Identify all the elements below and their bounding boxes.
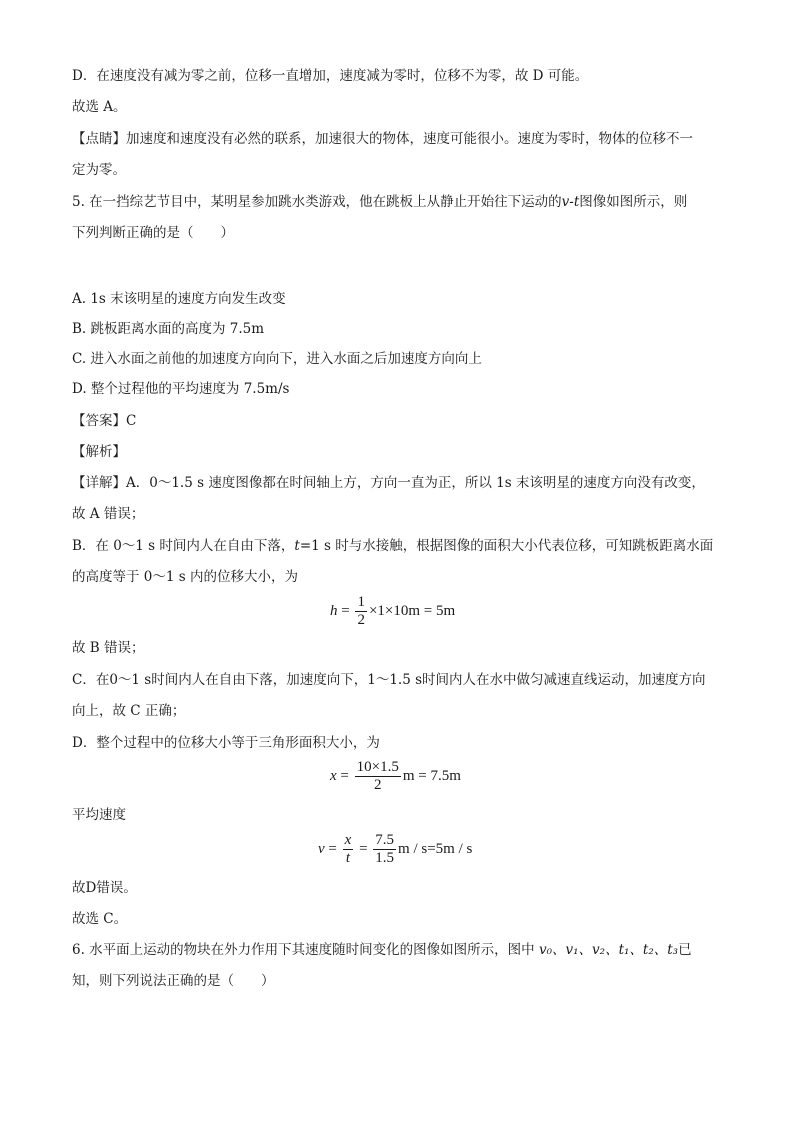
analysis-heading: 【解析】 [72,444,126,460]
option-c: C. 进入水面之前他的加速度方向向下，进入水面之后加速度方向向上 [72,351,482,367]
h-num: 1 [357,594,365,610]
formula-h [330,594,455,629]
detail-c-line1: C．在0～1 s时间内人在自由下落，加速度向下，1～1.5 s时间内人在水中做匀减速直线运动，加速度方向 [72,672,706,688]
x-den: 2 [355,776,401,794]
option-d: D. 整个过程他的平均速度为 7.5m/s [72,381,290,397]
question-6-stem [72,941,692,959]
h-lhs: h [330,602,338,619]
x-num: 10×1.5 [356,759,399,775]
v-num-1: x [344,832,352,848]
formula-x [330,759,461,794]
tip-line [72,130,693,148]
detail-d-line1: D．整个过程中的位移大小等于三角形面积大小，为 [72,735,380,751]
question-6-stem-cont: 知，则下列说法正确的是（ ） [72,973,275,989]
v-num-2: 7.5 [375,832,395,848]
v-fraction-1 [343,832,354,867]
option-a: A. 1s 末该明星的速度方向发生改变 [72,291,286,307]
question-5-stem [72,193,687,211]
q6-vars: v₀、v₁、v₂、t₁、t₂、t₃ [538,942,679,958]
v-fraction-2 [373,832,396,867]
final-choice: 故选 C。 [72,911,128,927]
answer-value: C [126,413,137,429]
answer-tag: 【答案】 [72,413,126,429]
v-den-1: t [343,849,354,867]
detail-b-line2: 的高度等于 0～1 s 内的位移大小，为 [72,569,298,585]
v-eq2: = [359,840,368,857]
tip-tag: 【点睛】 [72,131,126,147]
v-eq: = [328,840,337,857]
detail-a-text: A．0～1.5 s 速度图像都在时间轴上方，方向一直为正，所以 1s 末该明星的速度方向没有改变， [126,475,705,491]
v-rest: m / s=5m / s [398,840,473,857]
q6-text-a: 6. 水平面上运动的物块在外力作用下其速度随时间变化的图像如图所示，图中 [72,942,539,958]
detail-a-line1 [72,474,705,492]
x-fraction [355,759,401,794]
detail-d-conclusion: 故D错误。 [72,880,137,896]
detail-c-line2: 向上，故 C 正确； [72,703,186,719]
h-rest: ×1×10m = 5m [368,602,456,619]
detail-b-var-t: t [294,538,300,554]
x-lhs: x [330,767,337,784]
h-den: 2 [357,612,365,628]
text-line: D．在速度没有减为零之前，位移一直增加，速度减为零时，位移不为零，故 D 可能。 [72,68,589,84]
text-line: 定为零。 [72,162,126,178]
q5-text-b: 图像如图所示，则 [579,194,688,210]
x-eq: = [340,767,349,784]
detail-b-text-b: =1 s 时与水接触，根据图像的面积大小代表位移，可知跳板距离水面 [299,538,714,554]
v-lhs: v [318,840,325,857]
h-fraction [355,594,367,629]
q6-text-b: 已 [678,942,692,958]
formula-v [318,832,472,867]
detail-b-text-a: B．在 0～1 s 时间内人在自由下落， [72,538,295,554]
detail-tag: 【详解】 [72,475,126,491]
h-eq: = [341,602,350,619]
answer-line [72,412,136,430]
q5-text-a: 5. 在一挡综艺节目中，某明星参加跳水类游戏，他在跳板上从静止开始往下运动的 [72,194,562,210]
v-den-2: 1.5 [375,850,395,866]
question-5-stem-cont: 下列判断正确的是（ ） [72,225,234,241]
avg-speed-label: 平均速度 [72,807,126,823]
text-line: 故选 A。 [72,99,127,115]
detail-a-line2: 故 A 错误； [72,506,145,522]
tip-text: 加速度和速度没有必然的联系，加速很大的物体，速度可能很小。速度为零时，物体的位移不一 [126,131,693,147]
detail-b-line3: 故 B 错误； [72,640,145,656]
option-b: B. 跳板距离水面的高度为 7.5m [72,321,265,337]
x-rest: m = 7.5m [402,767,461,784]
q5-vt: v-t [561,194,580,210]
detail-b-line1 [72,537,713,555]
